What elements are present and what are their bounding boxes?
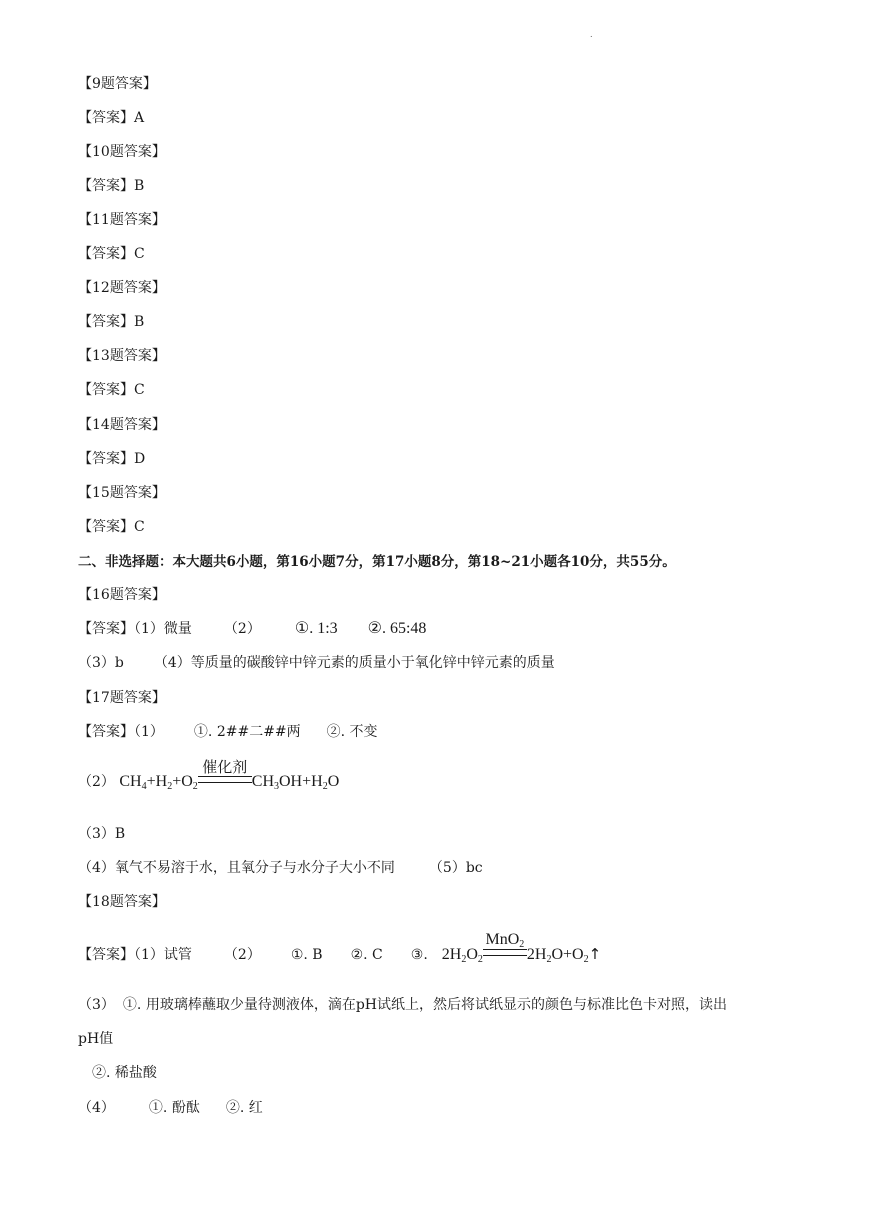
q17-part5: （5）bc	[428, 860, 483, 876]
section-heading: 二、非选择题：本大题共6小题，第16小题7分，第17小题8分，第18~21小题各10分，共55分。	[78, 554, 676, 570]
catalyst-label: MnO$_2$	[485, 931, 525, 950]
q17-part4: （4）氧气不易溶于水，且氧分子与水分子大小不同	[78, 860, 395, 876]
q11-title: 【11题答案】	[78, 212, 166, 228]
q16-answer-line1	[78, 619, 426, 639]
q17-answer-line1	[78, 722, 378, 742]
q14-title: 【14题答案】	[78, 417, 166, 433]
q18-sub2: ②. C	[350, 947, 383, 963]
q17-sub1: ①. 2##二##两	[193, 724, 301, 740]
q10-answer: 【答案】B	[78, 178, 145, 194]
q17-answer-line3: （3）B	[78, 826, 126, 842]
q18-sub1: ①. B	[290, 947, 323, 963]
q18-equation: $2H_2O_2$ MnO$_2$ $2H_2O+O_2↑$	[441, 931, 602, 965]
q15-title: 【15题答案】	[78, 485, 166, 501]
q14-answer: 【答案】D	[78, 451, 146, 467]
q17-part1: （1）	[134, 724, 164, 740]
q17-sub2: ②. 不变	[326, 724, 378, 740]
q16-ratio2: ②. 65:48	[367, 620, 427, 637]
q18-sub3: ③.	[410, 947, 428, 963]
q12-answer: 【答案】B	[78, 314, 145, 330]
q17-answer-line2	[78, 758, 340, 792]
q16-part2: （2）	[223, 621, 261, 637]
q11-answer: 【答案】C	[78, 246, 145, 262]
q9-answer: 【答案】A	[78, 110, 145, 126]
q17-answer-line4	[78, 858, 483, 878]
q18-sub6: ②. 红	[225, 1100, 263, 1116]
q17-part2: （2）	[78, 774, 115, 790]
q16-answer-line2	[78, 653, 555, 673]
q18-answer-line3: pH值	[78, 1031, 114, 1047]
answer-label: 【答案】	[78, 621, 134, 637]
q9-title: 【9题答案】	[78, 76, 157, 92]
q18-answer-line4: ②. 稀盐酸	[92, 1065, 157, 1081]
q18-answer-line5	[78, 1098, 263, 1118]
up-arrow-icon: ↑	[588, 945, 602, 963]
q18-part2: （2）	[223, 947, 261, 963]
q16-part1: （1）微量	[134, 621, 192, 637]
q18-answer-line1	[78, 931, 602, 965]
q18-answer-line2	[78, 995, 727, 1015]
q17-equation: $CH_4+H_2+O_2$ 催化剂 $CH_3OH+H_2O$	[119, 758, 340, 792]
q18-sub5: ①. 酚酞	[148, 1100, 200, 1116]
q18-sub4: ①. 用玻璃棒蘸取少量待测液体，滴在pH试纸上，然后将试纸显示的颜色与标准比色卡对照，读出	[122, 997, 727, 1013]
answer-label: 【答案】	[78, 724, 134, 740]
q13-answer: 【答案】C	[78, 382, 145, 398]
q12-title: 【12题答案】	[78, 280, 166, 296]
q16-ratio1: ①. 1:3	[294, 620, 338, 637]
answer-label: 【答案】	[78, 947, 134, 963]
reaction-condition: 催化剂	[202, 758, 248, 776]
q16-part4: （4）等质量的碳酸锌中锌元素的质量小于氧化锌中锌元素的质量	[153, 655, 555, 671]
q18-title: 【18题答案】	[78, 894, 166, 910]
q15-answer: 【答案】C	[78, 519, 145, 535]
header-dot: .	[590, 30, 593, 39]
q16-title: 【16题答案】	[78, 587, 166, 603]
q18-part4: （4）	[78, 1100, 115, 1116]
q17-title: 【17题答案】	[78, 690, 166, 706]
q18-part1: （1）试管	[134, 947, 192, 963]
q16-part3: （3）b	[78, 655, 124, 671]
q18-part3: （3）	[78, 997, 115, 1013]
q10-title: 【10题答案】	[78, 144, 166, 160]
q13-title: 【13题答案】	[78, 348, 166, 364]
